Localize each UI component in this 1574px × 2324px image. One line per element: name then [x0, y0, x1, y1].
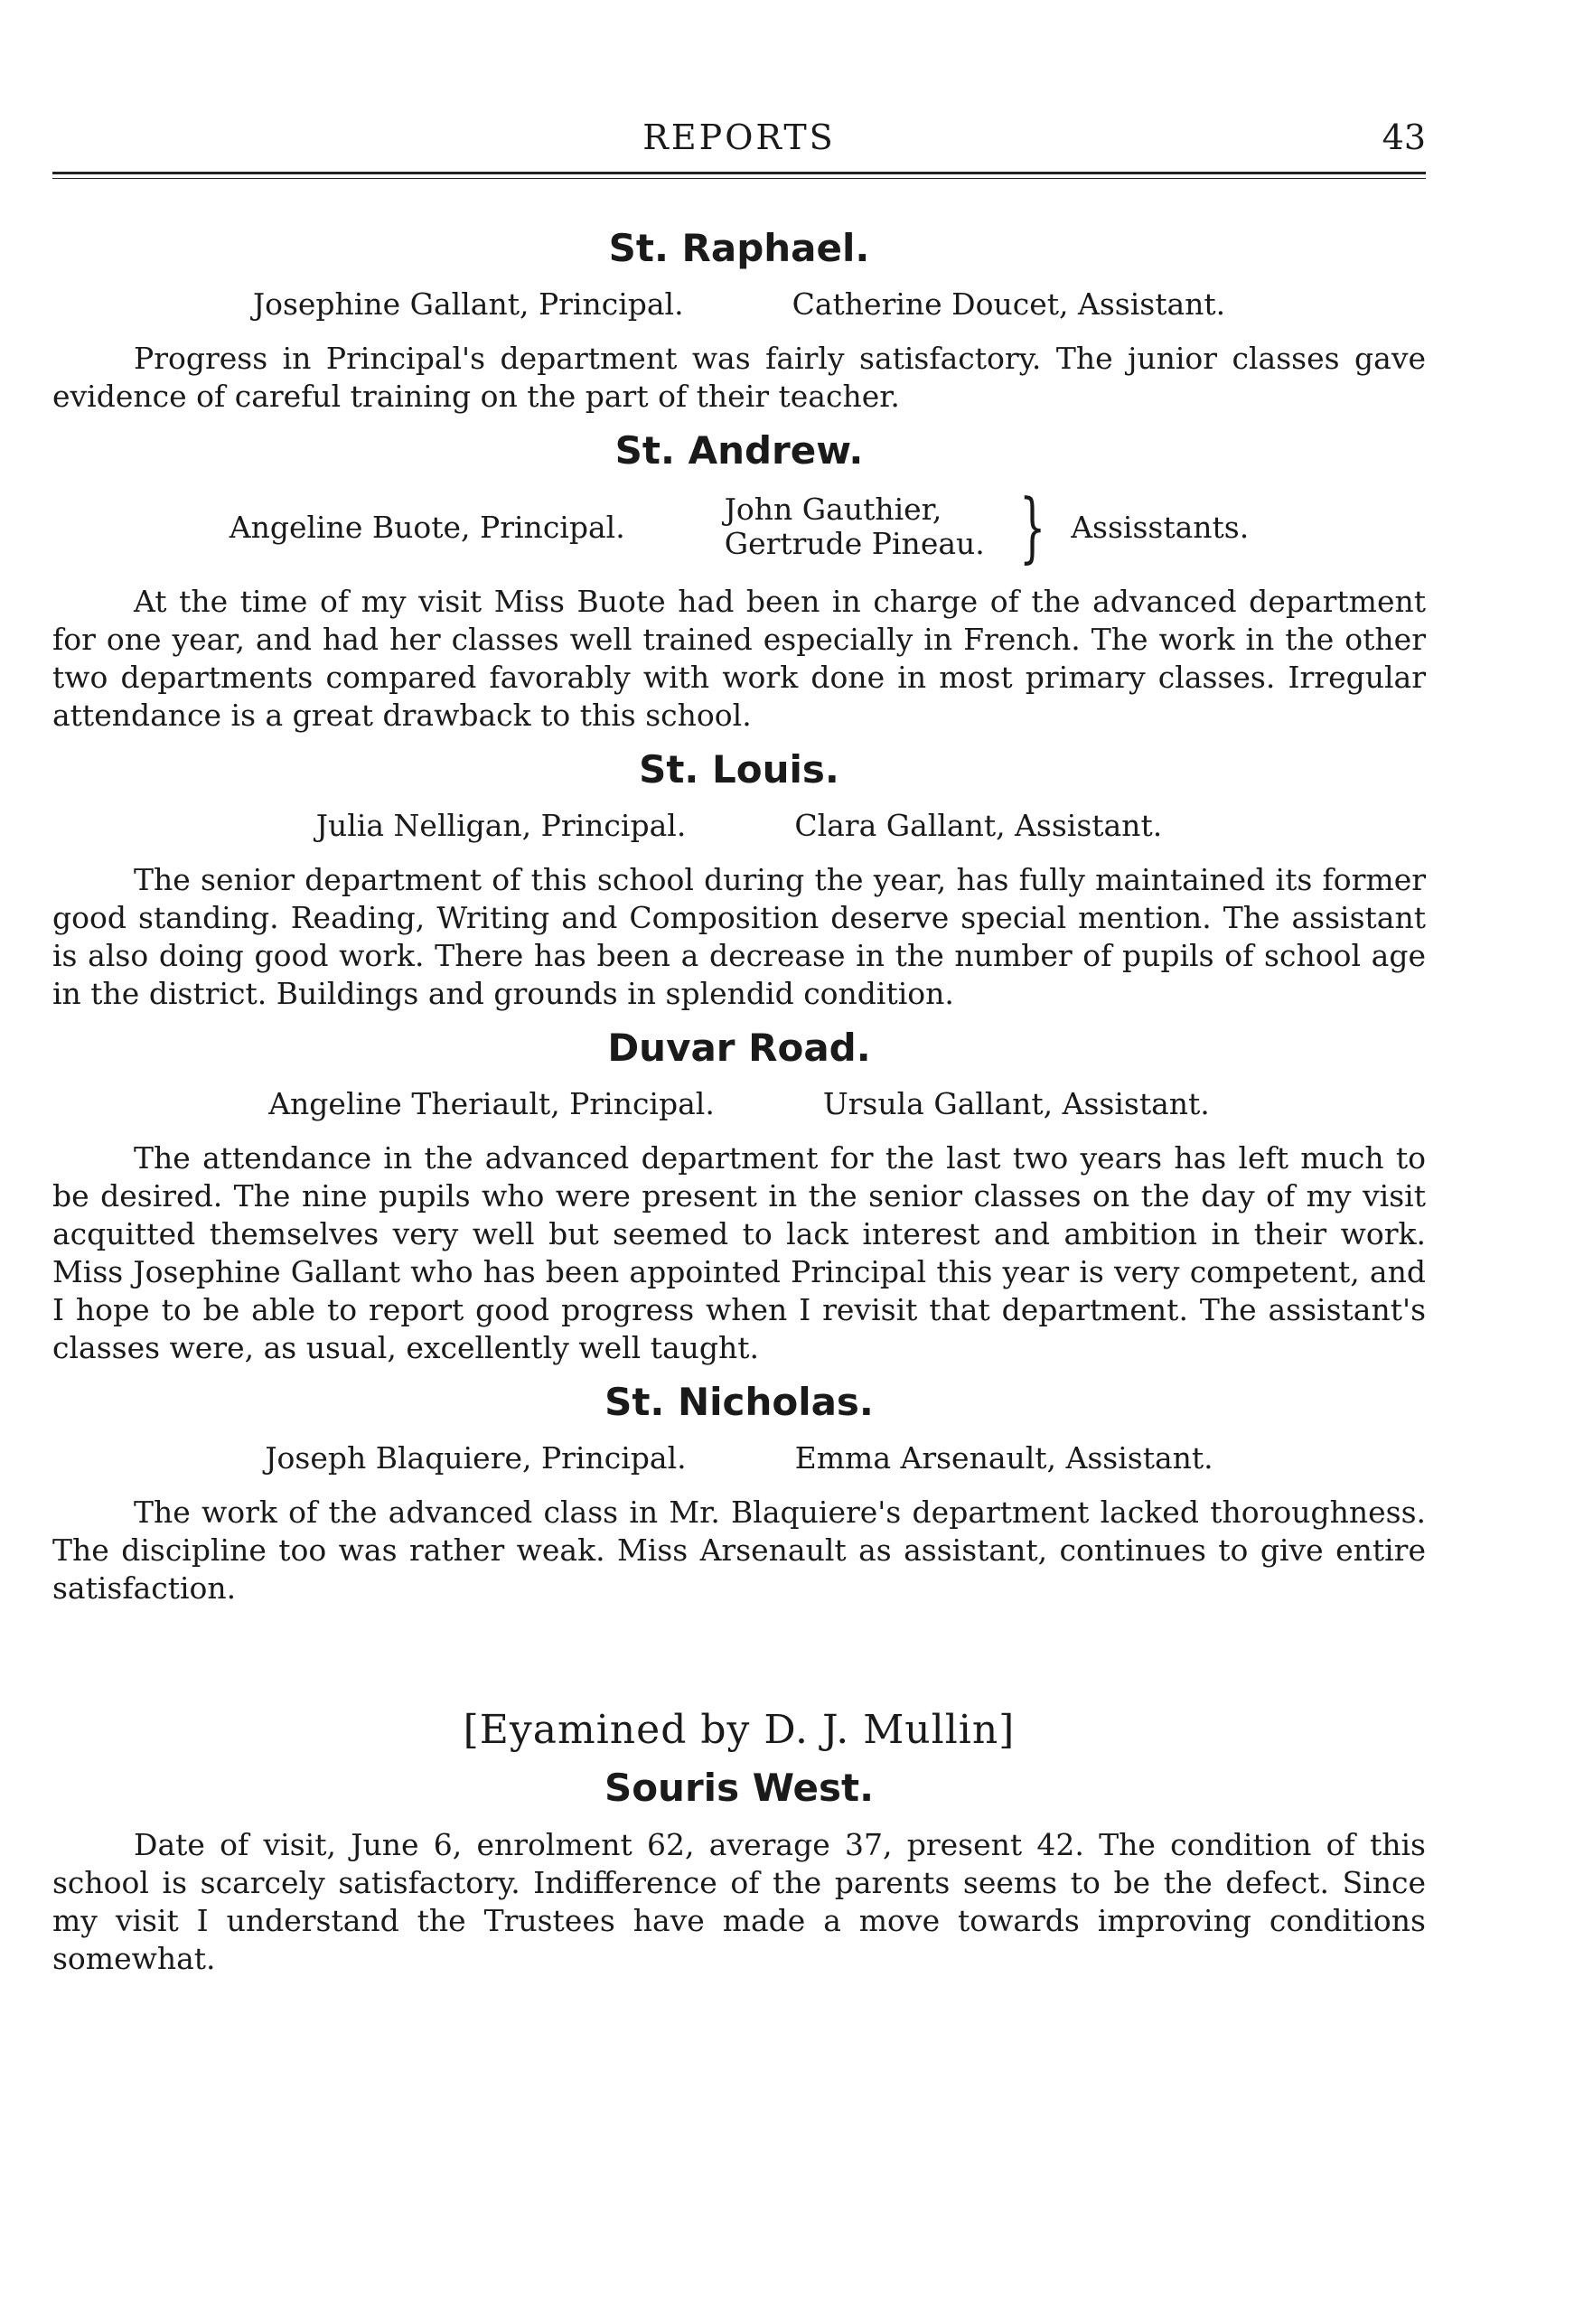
section-title: Duvar Road. [607, 1026, 871, 1070]
section-title: St. Nicholas. [604, 1380, 874, 1424]
section-title: St. Raphael. [608, 226, 870, 270]
page-number: 43 [1382, 117, 1426, 157]
running-title: REPORTS [642, 117, 836, 157]
section-souris-west [52, 1766, 1426, 1978]
brace-icon: } [1018, 483, 1046, 571]
header-rule [52, 172, 1426, 179]
assistant-name: John Gauthier, [724, 492, 942, 527]
assistant-name: Emma Arsenault, Assistant. [794, 1440, 1213, 1476]
assistant-name: Clara Gallant, Assistant. [794, 808, 1163, 843]
section-st-louis [52, 747, 1426, 1013]
principal-name: Josephine Gallant, Principal. [252, 286, 684, 322]
report-paragraph: The attendance in the advanced department for the last two years has left much to be desired. The nine pupils who were present in the senior classes on the day of my visit acquitted themselves very well but seemed to lack interest and ambition in their work. Miss Josephine Gallant who has been appointed Principal this year is very competent, and I hope to be able to report good progress when I revisit that department. The assistant's classes were, as usual, excellently well taught. [52, 1140, 1426, 1365]
section-title: St. Andrew. [614, 428, 864, 473]
examiner-heading: [Eyamined by D. J. Mullin] [463, 1707, 1016, 1753]
assistant-name: Ursula Gallant, Assistant. [822, 1086, 1210, 1121]
staff-line [52, 1086, 1426, 1121]
assistant-name: Gertrude Pineau. [724, 526, 985, 561]
assistant-names [725, 492, 985, 561]
staff-line [52, 286, 1426, 322]
section-duvar-road [52, 1026, 1426, 1367]
page [52, 117, 1426, 1991]
report-paragraph: The work of the advanced class in Mr. Blaquiere's department lacked thoroughness. The discipline too was rather weak. Miss Arsenault as assistant, continues to give entire satisfaction. [52, 1495, 1426, 1606]
report-paragraph: At the time of my visit Miss Buote had been in charge of the advanced department for one year, and had her classes well trained especially in French. The work in the other two departments compared favorably with work done in most primary classes. Irregular attendance is a great drawback to this school. [52, 584, 1426, 733]
section-st-nicholas [52, 1380, 1426, 1607]
principal-name: Joseph Blaquiere, Principal. [265, 1440, 687, 1476]
report-paragraph: The senior department of this school during the year, has fully maintained its former good standing. Reading, Writing and Composition deserve special mention. The assistant is also doing good work. There has been a decrease in the number of pupils of school age in the district. Buildings and grounds in splendid condition. [52, 862, 1426, 1011]
staff-line [52, 483, 1426, 571]
staff-line [52, 808, 1426, 843]
section-st-andrew [52, 428, 1426, 735]
running-head [52, 117, 1426, 168]
principal-name: Angeline Theriault, Principal. [268, 1086, 715, 1121]
section-title: Souris West. [604, 1766, 875, 1810]
report-paragraph: Progress in Principal's department was fairly satisfactory. The junior classes gave evidence of careful training on the part of their teacher. [52, 341, 1426, 414]
report-paragraph: Date of visit, June 6, enrolment 62, average 37, present 42. The condition of this school is scarcely satisfactory. Indifference of the parents seems to be the defect. Since my visit I understand the Trustees have made a move towards improving conditions somewhat. [52, 1827, 1426, 1976]
principal-name: Angeline Buote, Principal. [229, 509, 625, 545]
assistant-name: Catherine Doucet, Assistant. [792, 286, 1226, 322]
section-title: St. Louis. [639, 747, 839, 792]
section-st-raphael [52, 226, 1426, 416]
assistants-label: Assisstants. [1071, 509, 1250, 545]
staff-line [52, 1440, 1426, 1476]
principal-name: Julia Nelligan, Principal. [315, 808, 687, 843]
